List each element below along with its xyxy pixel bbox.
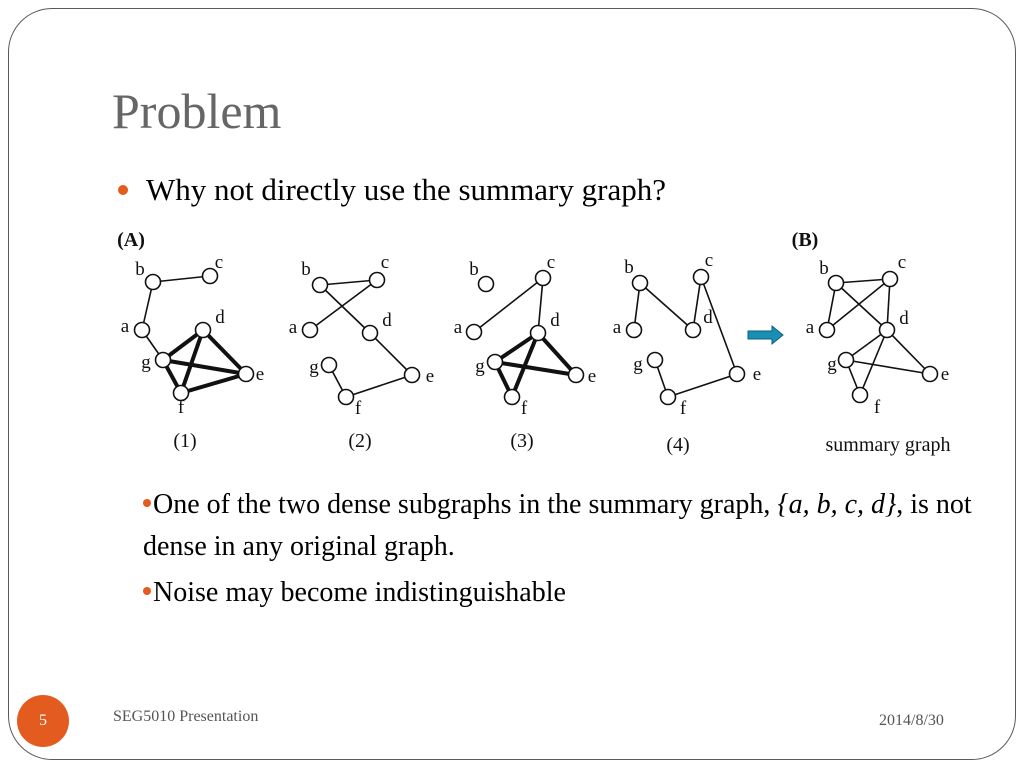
graph-edge bbox=[836, 283, 887, 330]
node-label: b bbox=[301, 259, 311, 280]
graph-edge bbox=[640, 283, 693, 330]
node-label: f bbox=[354, 398, 362, 419]
graph-caption: (4) bbox=[666, 434, 690, 456]
graph-node bbox=[923, 367, 938, 382]
graph-node bbox=[531, 326, 546, 341]
footer-presentation-name: SEG5010 Presentation bbox=[113, 708, 259, 725]
graph-node bbox=[405, 368, 420, 383]
footer-date: 2014/8/30 bbox=[879, 712, 944, 729]
sub-bullet-text: One of the two dense subgraphs in the summary graph, bbox=[153, 489, 778, 520]
node-label: g bbox=[633, 354, 643, 375]
graph-edge bbox=[668, 374, 737, 397]
node-label: f bbox=[679, 398, 687, 419]
graph-node bbox=[829, 276, 844, 291]
main-bullet-text: Why not directly use the summary graph? bbox=[146, 172, 666, 207]
graph-edge bbox=[153, 276, 210, 282]
graph-node bbox=[569, 368, 584, 383]
graph-caption: (2) bbox=[348, 430, 372, 452]
node-label: b bbox=[819, 258, 829, 279]
graph-node bbox=[694, 270, 709, 285]
graph-node bbox=[883, 272, 898, 287]
graph-node bbox=[239, 367, 254, 382]
node-label: e bbox=[940, 364, 950, 385]
graph-edge bbox=[181, 374, 246, 393]
graph-node bbox=[820, 323, 835, 338]
right-arrow-icon bbox=[748, 326, 783, 344]
graph-edge bbox=[320, 280, 377, 285]
graph-caption: (3) bbox=[510, 430, 534, 452]
graph-figure-content bbox=[117, 229, 950, 456]
graph-node bbox=[633, 276, 648, 291]
node-label: g bbox=[141, 352, 151, 373]
graph-node bbox=[661, 390, 676, 405]
node-label: d bbox=[215, 307, 225, 328]
graph-edge bbox=[370, 333, 412, 375]
graph-node bbox=[479, 277, 494, 292]
graph-node bbox=[339, 390, 354, 405]
graph-node bbox=[488, 355, 503, 370]
node-label: c bbox=[214, 252, 224, 273]
node-label: a bbox=[612, 317, 622, 338]
panel-b-label: (B) bbox=[791, 229, 819, 251]
node-label: d bbox=[899, 308, 909, 329]
node-label: d bbox=[382, 310, 392, 331]
node-label: g bbox=[475, 356, 485, 377]
node-label: f bbox=[873, 397, 881, 418]
node-label: c bbox=[897, 252, 907, 273]
graph-node bbox=[648, 353, 663, 368]
node-label: b bbox=[135, 259, 145, 280]
graph-node bbox=[146, 275, 161, 290]
graph-node bbox=[505, 390, 520, 405]
node-label: g bbox=[827, 354, 837, 375]
node-label: b bbox=[469, 259, 479, 280]
node-label: e bbox=[255, 364, 265, 385]
graph-node bbox=[730, 367, 745, 382]
sub-bullet-text-end: , is not dense in any original graph. bbox=[143, 489, 972, 562]
graph-node bbox=[135, 323, 150, 338]
node-label: g bbox=[309, 357, 319, 378]
node-label: e bbox=[752, 364, 762, 385]
graph-caption: summary graph bbox=[825, 434, 951, 456]
node-label: b bbox=[624, 257, 634, 278]
sub-bullet-dot-icon bbox=[143, 587, 151, 595]
node-label: c bbox=[704, 250, 714, 271]
sub-bullet-italic-set: {a, b, c, d} bbox=[777, 489, 897, 520]
node-label: f bbox=[520, 398, 528, 419]
panel-a-label: (A) bbox=[117, 229, 145, 251]
graph-caption: (1) bbox=[173, 430, 197, 452]
graph-node bbox=[853, 388, 868, 403]
sub-bullet-noise bbox=[143, 572, 973, 614]
graph-node bbox=[467, 325, 482, 340]
node-label: c bbox=[380, 252, 390, 273]
node-label: c bbox=[546, 252, 556, 273]
node-label: a bbox=[120, 316, 130, 337]
page-number-badge: 5 bbox=[17, 695, 69, 747]
sub-bullet-dot-icon bbox=[143, 499, 151, 507]
graph-node bbox=[156, 353, 171, 368]
graph-node bbox=[322, 358, 337, 373]
graph-node bbox=[196, 323, 211, 338]
graph-node bbox=[839, 353, 854, 368]
node-label: d bbox=[703, 307, 713, 328]
graph-node bbox=[363, 326, 378, 341]
node-label: e bbox=[587, 366, 597, 387]
graph-node bbox=[880, 323, 895, 338]
node-label: e bbox=[425, 366, 435, 387]
graph-node bbox=[627, 323, 642, 338]
sub-bullet-dense-subgraph bbox=[143, 484, 973, 568]
node-label: a bbox=[288, 317, 298, 338]
graph-node bbox=[303, 323, 318, 338]
node-label: f bbox=[177, 397, 185, 418]
graph-node bbox=[686, 323, 701, 338]
graph-edge bbox=[346, 375, 412, 397]
slide-title: Problem bbox=[112, 83, 282, 139]
graph-edge bbox=[320, 285, 370, 333]
node-label: d bbox=[550, 310, 560, 331]
node-label: a bbox=[805, 317, 815, 338]
sub-bullet-noise-text: Noise may become indistinguishable bbox=[153, 577, 566, 608]
graph-node bbox=[370, 273, 385, 288]
node-label: a bbox=[453, 317, 463, 338]
graph-node bbox=[313, 278, 328, 293]
